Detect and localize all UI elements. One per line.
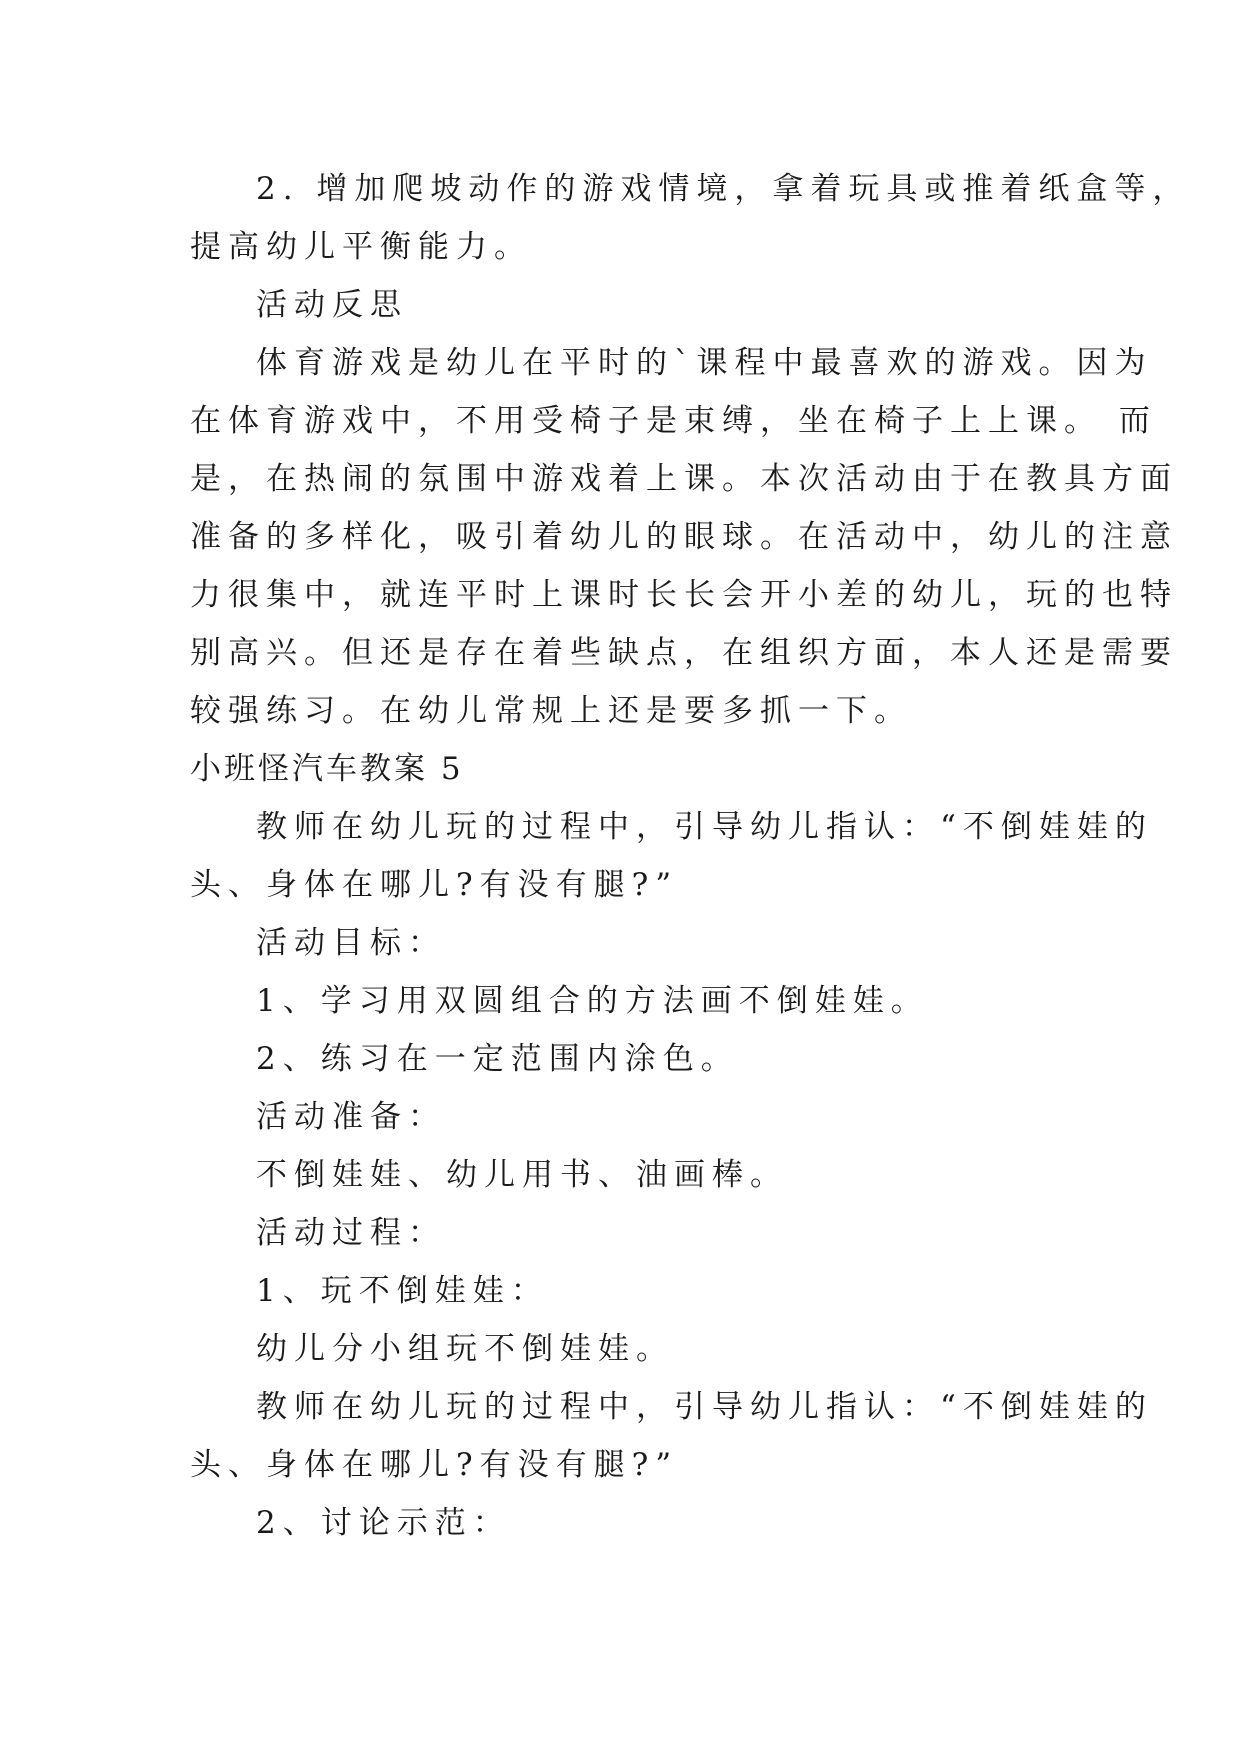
section-heading: 活动过程： — [256, 1215, 446, 1251]
section-heading: 活动反思 — [256, 287, 408, 323]
list-item: 1、玩不倒娃娃： — [256, 1273, 549, 1309]
list-item: 1、学习用双圆组合的方法画不倒娃娃。 — [256, 983, 929, 1019]
paragraph-line: 幼儿分小组玩不倒娃娃。 — [256, 1331, 674, 1367]
paragraph-line: 较强练习。在幼儿常规上还是要多抓一下。 — [190, 693, 912, 729]
paragraph-line: 头、身体在哪儿?有没有腿?” — [190, 1447, 679, 1483]
paragraph-line: 提高幼儿平衡能力。 — [190, 229, 532, 265]
paragraph-line: 2. 增加爬坡动作的游戏情境，拿着玩具或推着纸盒等， — [256, 171, 1191, 207]
paragraph-line: 头、身体在哪儿?有没有腿?” — [190, 867, 679, 903]
paragraph-line: 力很集中，就连平时上课时长长会开小差的幼儿，玩的也特 — [190, 577, 1178, 613]
paragraph-line: 不倒娃娃、幼儿用书、油画棒。 — [256, 1157, 788, 1193]
list-item: 2、讨论示范： — [256, 1505, 511, 1541]
paragraph-line: 准备的多样化，吸引着幼儿的眼球。在活动中，幼儿的注意 — [190, 519, 1178, 555]
section-heading: 活动目标： — [256, 925, 446, 961]
paragraph-line: 别高兴。但还是存在着些缺点，在组织方面，本人还是需要 — [190, 635, 1178, 671]
paragraph-line: 教师在幼儿玩的过程中，引导幼儿指认：“不倒娃娃的 — [256, 809, 1153, 845]
list-item: 2、练习在一定范围内涂色。 — [256, 1041, 739, 1077]
paragraph-line: 教师在幼儿玩的过程中，引导幼儿指认：“不倒娃娃的 — [256, 1389, 1153, 1425]
paragraph-line: 在体育游戏中，不用受椅子是束缚，坐在椅子上上课。 而 — [190, 403, 1157, 439]
document-body — [190, 160, 1191, 1552]
section-heading: 活动准备： — [256, 1099, 446, 1135]
paragraph-line: 体育游戏是幼儿在平时的`课程中最喜欢的游戏。因为 — [256, 345, 1153, 381]
paragraph-line: 是，在热闹的氛围中游戏着上课。本次活动由于在教具方面 — [190, 461, 1178, 497]
document-title: 小班怪汽车教案 5 — [190, 751, 464, 787]
